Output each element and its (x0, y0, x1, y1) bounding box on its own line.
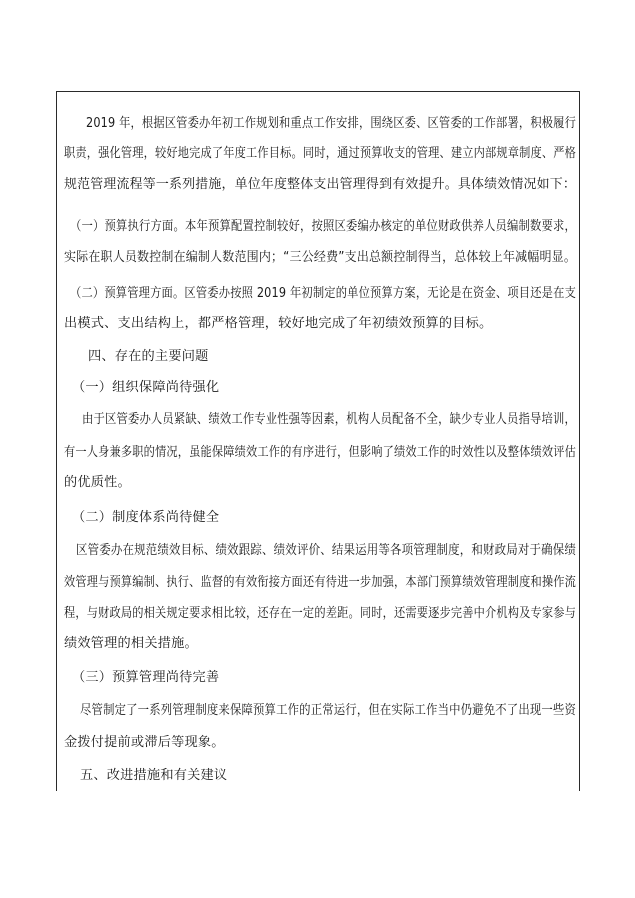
paragraph-line: （二）预算管理方面。区管委办按照 2019 年初制定的单位预算方案，无论是在资金、项目还是在支 (70, 286, 577, 301)
paragraph-line: 区管委办在规范绩效目标、绩效跟踪、绩效评价、结果运用等各项管理制度，和财政局对于确保绩 (76, 543, 577, 558)
paragraph-line: （一）预算执行方面。本年预算配置控制较好，按照区委编办核定的单位财政供养人员编制数要求， (70, 219, 576, 234)
paragraph-line: 的优质性。 (64, 475, 131, 490)
paragraph-line: 尽管制定了一系列管理制度来保障预算工作的正常运行，但在实际工作当中仍避免不了出现一些资 (80, 703, 576, 718)
paragraph-line: 出模式、支出结构上，都严格管理，较好地完成了年初绩效预算的目标。 (64, 316, 493, 331)
paragraph-line: 实际在职人员数控制在编制人数范围内；“三公经费”支出总额控制得当，总体较上年减幅明显。 (64, 250, 577, 265)
paragraph-line: 职责，强化管理，较好地完成了年度工作目标。同时，通过预算收支的管理、建立内部规章制度、严格 (64, 146, 577, 161)
paragraph-line: 规范管理流程等一系列措施，单位年度整体支出管理得到有效提升。具体绩效情况如下： (64, 177, 576, 192)
section-heading: 五、改进措施和有关建议 (80, 768, 228, 783)
paragraph-line: 绩效管理的相关措施。 (64, 636, 198, 651)
table-frame (56, 91, 580, 791)
paragraph-line: 有一人身兼多职的情况，虽能保障绩效工作的有序进行，但影响了绩效工作的时效性以及整体绩效评估 (64, 445, 577, 460)
subheading: （三）预算管理尚待完善 (72, 670, 220, 685)
section-heading: 四、存在的主要问题 (88, 349, 209, 364)
subheading: （一）组织保障尚待强化 (72, 380, 220, 395)
paragraph-line: 由于区管委办人员紧缺、绩效工作专业性强等因素，机构人员配备不全，缺少专业人员指导培训， (82, 412, 576, 427)
subheading: （二）制度体系尚待健全 (72, 510, 220, 525)
paragraph-line: 程，与财政局的相关规定要求相比较，还存在一定的差距。同时，还需要逐步完善中介机构及专家参与 (64, 606, 577, 621)
paragraph-line: 金拨付提前或滞后等现象。 (64, 735, 225, 750)
paragraph-line: 2019 年，根据区管委办年初工作规划和重点工作安排，围绕区委、区管委的工作部署，积极履行 (86, 116, 577, 131)
paragraph-line: 效管理与预算编制、执行、监督的有效衔接方面还有待进一步加强，本部门预算绩效管理制度和操作流 (64, 575, 577, 590)
